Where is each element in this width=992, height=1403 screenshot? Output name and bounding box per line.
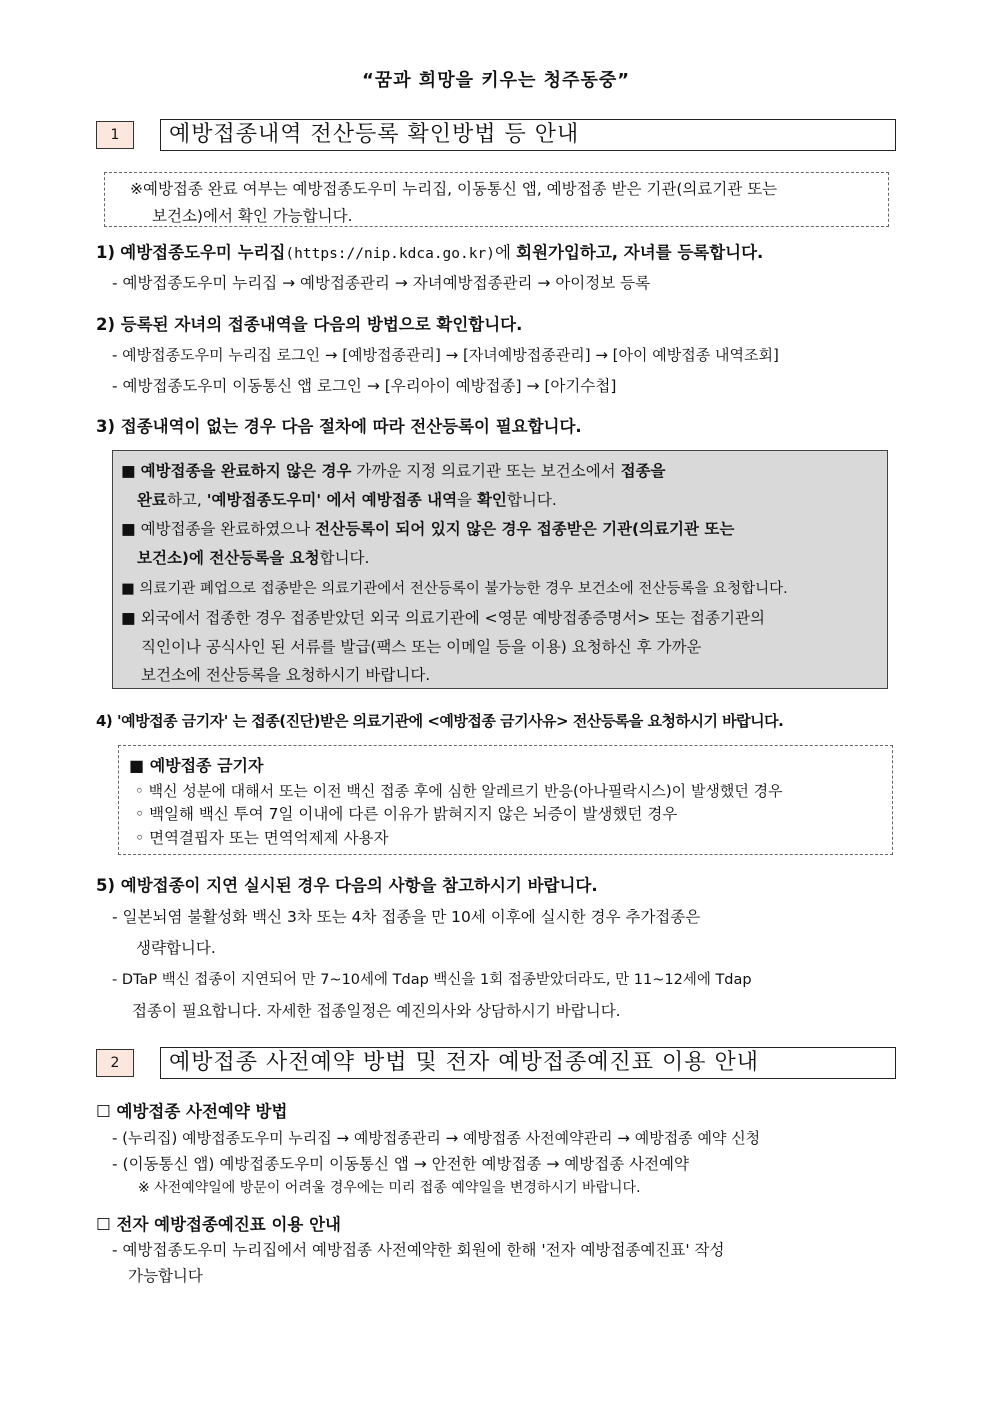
procedure-1-text-b: 하고, [166, 491, 207, 509]
item-5-sub-1-line-1: - 일본뇌염 불활성화 백신 3차 또는 4차 접종을 만 10세 이후에 실시한 경우 추가접종은 [112, 908, 701, 926]
notice-line-1: ※예방접종 완료 여부는 예방접종도우미 누리집, 이동통신 앱, 예방접종 받은 기관(의료기관 또는 [130, 180, 778, 198]
procedure-1-text-d: 합니다. [506, 491, 557, 509]
reservation-sub-1: - (누리집) 예방접종도우미 누리집 → 예방접종관리 → 예방접종 사전예약관리 → 예방접종 예약 신청 [112, 1129, 761, 1147]
section-2-number: 2 [96, 1049, 134, 1077]
item-1-heading [96, 241, 763, 266]
procedure-2-text-b: 합니다. [319, 549, 370, 567]
square-bullet-icon: ■ [121, 581, 135, 597]
notice-box [104, 172, 889, 227]
item-1-bold-site: 예방접종도우미 누리집 [120, 243, 286, 262]
item-5-heading: 5) 예방접종이 지연 실시된 경우 다음의 사항을 참고하시기 바랍니다. [96, 876, 598, 895]
procedure-1-text-a: 가까운 지정 의료기관 또는 보건소에서 [351, 462, 621, 480]
square-bullet-icon: ■ [121, 520, 136, 538]
contraindication-item-3: ◦ 면역결핍자 또는 면역억제제 사용자 [135, 829, 389, 847]
procedure-1-text-c: 을 [457, 491, 477, 509]
section-2-header [96, 1047, 896, 1081]
procedure-bullet-2-line-1 [121, 517, 734, 541]
procedure-bullet-4-line-3: 보건소에 전산등록을 요청하시기 바랍니다. [141, 666, 431, 684]
section-1-number: 1 [96, 121, 134, 149]
procedure-2-bold-a: 전산등록이 되어 있지 않은 경우 접종받은 기관(의료기관 또는 [315, 520, 735, 538]
reservation-sub-2: - (이동통신 앱) 예방접종도우미 이동통신 앱 → 안전한 예방접종 → 예방접종 사전예약 [112, 1155, 689, 1173]
section-2-title: 예방접종 사전예약 방법 및 전자 예방접종예진표 이용 안내 [160, 1047, 896, 1079]
section-1-title: 예방접종내역 전산등록 확인방법 등 안내 [160, 119, 896, 151]
procedure-2-text-a: 예방접종을 완료하였으나 [140, 520, 316, 538]
procedure-2-bold-b: 보건소)에 전산등록을 요청 [137, 549, 320, 567]
item-1-sub-1: - 예방접종도우미 누리집 → 예방접종관리 → 자녀예방접종관리 → 아이정보 등록 [112, 274, 651, 292]
procedure-4-text-1: 외국에서 접종한 경우 접종받았던 외국 의료기관에 <영문 예방접종증명서> 또는 접종기관의 [140, 609, 765, 627]
item-1-number: 1) [96, 243, 116, 262]
item-5-sub-2-line-1: - DTaP 백신 접종이 지연되어 만 7~10세에 Tdap 백신을 1회 접종받았더라도, 만 11~12세에 Tdap [112, 972, 752, 988]
item-5-sub-2-line-2: 접종이 필요합니다. 자세한 접종일정은 예진의사와 상담하시기 바랍니다. [132, 1002, 621, 1020]
procedure-bullet-3 [121, 577, 788, 601]
procedure-1-bold-e: 확인 [476, 491, 507, 509]
procedure-bullet-1-line-1 [121, 459, 666, 483]
procedure-bullet-1-line-2 [137, 488, 557, 512]
contraindication-item-1: ◦ 백신 성분에 대해서 또는 이전 백신 접종 후에 심한 알레르기 반응(아나필락시스)이 발생했던 경우 [135, 782, 783, 800]
item-4-heading: 4) '예방접종 금기자' 는 접종(진단)받은 의료기관에 <예방접종 금기사유> 전산등록을 요청하시기 바랍니다. [96, 712, 784, 730]
registration-procedure-box [112, 450, 888, 689]
e-screening-sub-1-line-2: 가능합니다 [128, 1267, 203, 1285]
reservation-note: ※ 사전예약일에 방문이 어려울 경우에는 미리 접종 예약일을 변경하시기 바랍니다. [138, 1180, 641, 1196]
item-1-bold-action: 회원가입하고, 자녀를 등록합니다. [516, 243, 764, 262]
square-bullet-icon: ■ [121, 609, 136, 627]
notice-line-2: 보건소)에서 확인 가능합니다. [152, 207, 353, 225]
item-3-heading: 3) 접종내역이 없는 경우 다음 절차에 따라 전산등록이 필요합니다. [96, 417, 582, 436]
procedure-bullet-4-line-2: 직인이나 공식사인 된 서류를 발급(팩스 또는 이메일 등을 이용) 요청하신 후 가까운 [141, 638, 702, 656]
item-1-url: (https://nip.kdca.go.kr) [285, 246, 495, 262]
square-bullet-icon: ■ [121, 462, 136, 480]
contraindication-item-2: ◦ 백일해 백신 투여 7일 이내에 다른 이유가 밝혀지지 않은 뇌증이 발생했던 경우 [135, 805, 678, 823]
item-2-sub-1: - 예방접종도우미 누리집 로그인 → [예방접종관리] → [자녀예방접종관리] → [아이 예방접종 내역조회] [112, 346, 779, 364]
procedure-3-text: 의료기관 폐업으로 접종받은 의료기관에서 전산등록이 불가능한 경우 보건소에 전산등록을 요청합니다. [139, 581, 788, 597]
e-screening-heading: ☐ 전자 예방접종예진표 이용 안내 [96, 1215, 341, 1234]
contraindication-box [118, 745, 893, 855]
reservation-heading: ☐ 예방접종 사전예약 방법 [96, 1102, 288, 1121]
contraindication-title: ■ 예방접종 금기자 [129, 756, 264, 775]
item-2-heading: 2) 등록된 자녀의 접종내역을 다음의 방법으로 확인합니다. [96, 315, 523, 334]
procedure-1-bold-b: 접종을 [620, 462, 666, 480]
procedure-bullet-2-line-2 [137, 546, 369, 570]
section-1-header [96, 119, 896, 153]
item-1-mid: 에 [494, 243, 517, 262]
procedure-1-bold-d: '예방접종도우미' 에서 예방접종 내역 [206, 491, 458, 509]
item-2-sub-2: - 예방접종도우미 이동통신 앱 로그인 → [우리아이 예방접종] → [아기수첩] [112, 377, 617, 395]
procedure-1-bold-a: 예방접종을 완료하지 않은 경우 [140, 462, 352, 480]
e-screening-sub-1-line-1: - 예방접종도우미 누리집에서 예방접종 사전예약한 회원에 한해 '전자 예방접종예진표' 작성 [112, 1241, 725, 1259]
procedure-1-bold-c: 완료 [137, 491, 167, 509]
item-5-sub-1-line-2: 생략합니다. [136, 939, 216, 957]
school-slogan: “꿈과 희망을 키우는 청주동중” [361, 70, 631, 91]
procedure-bullet-4-line-1 [121, 606, 765, 630]
